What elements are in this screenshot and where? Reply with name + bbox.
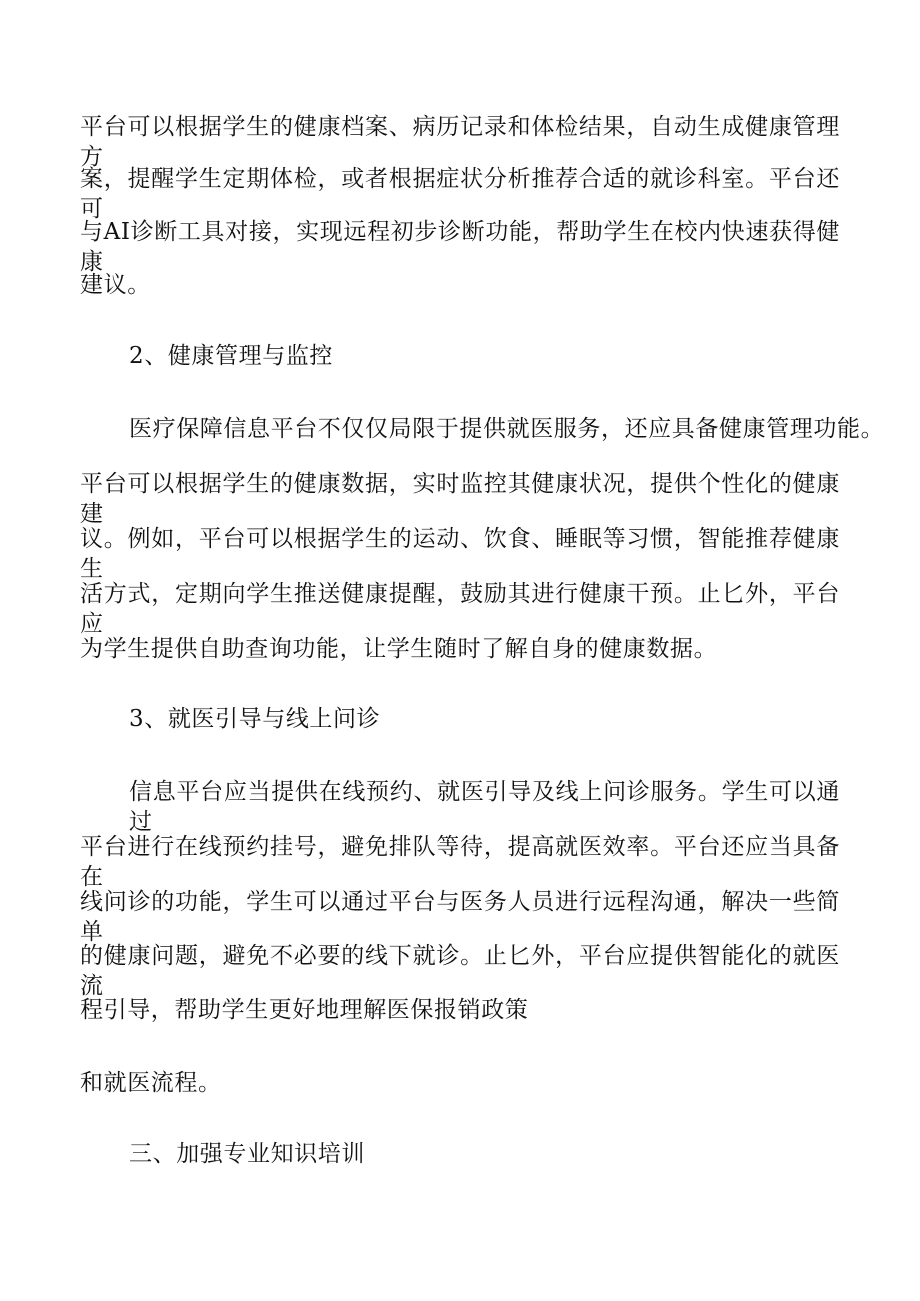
paragraph-3-line-5: 程引导，帮助学生更好地理解医保报销政策 (80, 997, 529, 1023)
paragraph-1-line-3: 与AI诊断工具对接，实现远程初步诊断功能，帮助学生在校内快速获得健康 (80, 219, 840, 275)
paragraph-2-line-3: 议。例如，平台可以根据学生的运动、饮食、睡眠等习惯，智能推荐健康生 (80, 526, 840, 582)
subheading-health-management: 2、健康管理与监控 (129, 343, 334, 369)
paragraph-1-line-4: 建议。 (80, 272, 151, 298)
paragraph-2-line-4: 活方式，定期向学生推送健康提醒，鼓励其进行健康干预。止匕外，平台应 (80, 581, 840, 637)
subheading-medical-guidance: 3、就医引导与线上问诊 (129, 706, 381, 732)
paragraph-2-line-2: 平台可以根据学生的健康数据，实时监控其健康状况，提供个性化的健康建 (80, 471, 840, 527)
paragraph-2-line-1: 医疗保障信息平台不仅仅局限于提供就医服务，还应具备健康管理功能。 (129, 416, 885, 442)
paragraph-3-line-1: 信息平台应当提供在线预约、就医引导及线上问诊服务。学生可以通过 (129, 779, 840, 835)
section-heading-training: 三、加强专业知识培训 (129, 1141, 365, 1167)
paragraph-1-line-1: 平台可以根据学生的健康档案、病历记录和体检结果，自动生成健康管理方 (80, 114, 840, 170)
paragraph-3-tail: 和就医流程。 (80, 1070, 222, 1096)
paragraph-3-line-3: 线问诊的功能，学生可以通过平台与医务人员进行远程沟通，解决一些简单 (80, 889, 840, 945)
paragraph-3-line-2: 平台进行在线预约挂号，避免排队等待，提高就医效率。平台还应当具备在 (80, 834, 840, 890)
paragraph-1-line-2: 案，提醒学生定期体检，或者根据症状分析推荐合适的就诊科室。平台还可 (80, 166, 840, 222)
paragraph-2-line-5: 为学生提供自助查询功能，让学生随时了解自身的健康数据。 (80, 636, 718, 662)
paragraph-3-line-4: 的健康问题，避免不必要的线下就诊。止匕外，平台应提供智能化的就医流 (80, 943, 840, 999)
